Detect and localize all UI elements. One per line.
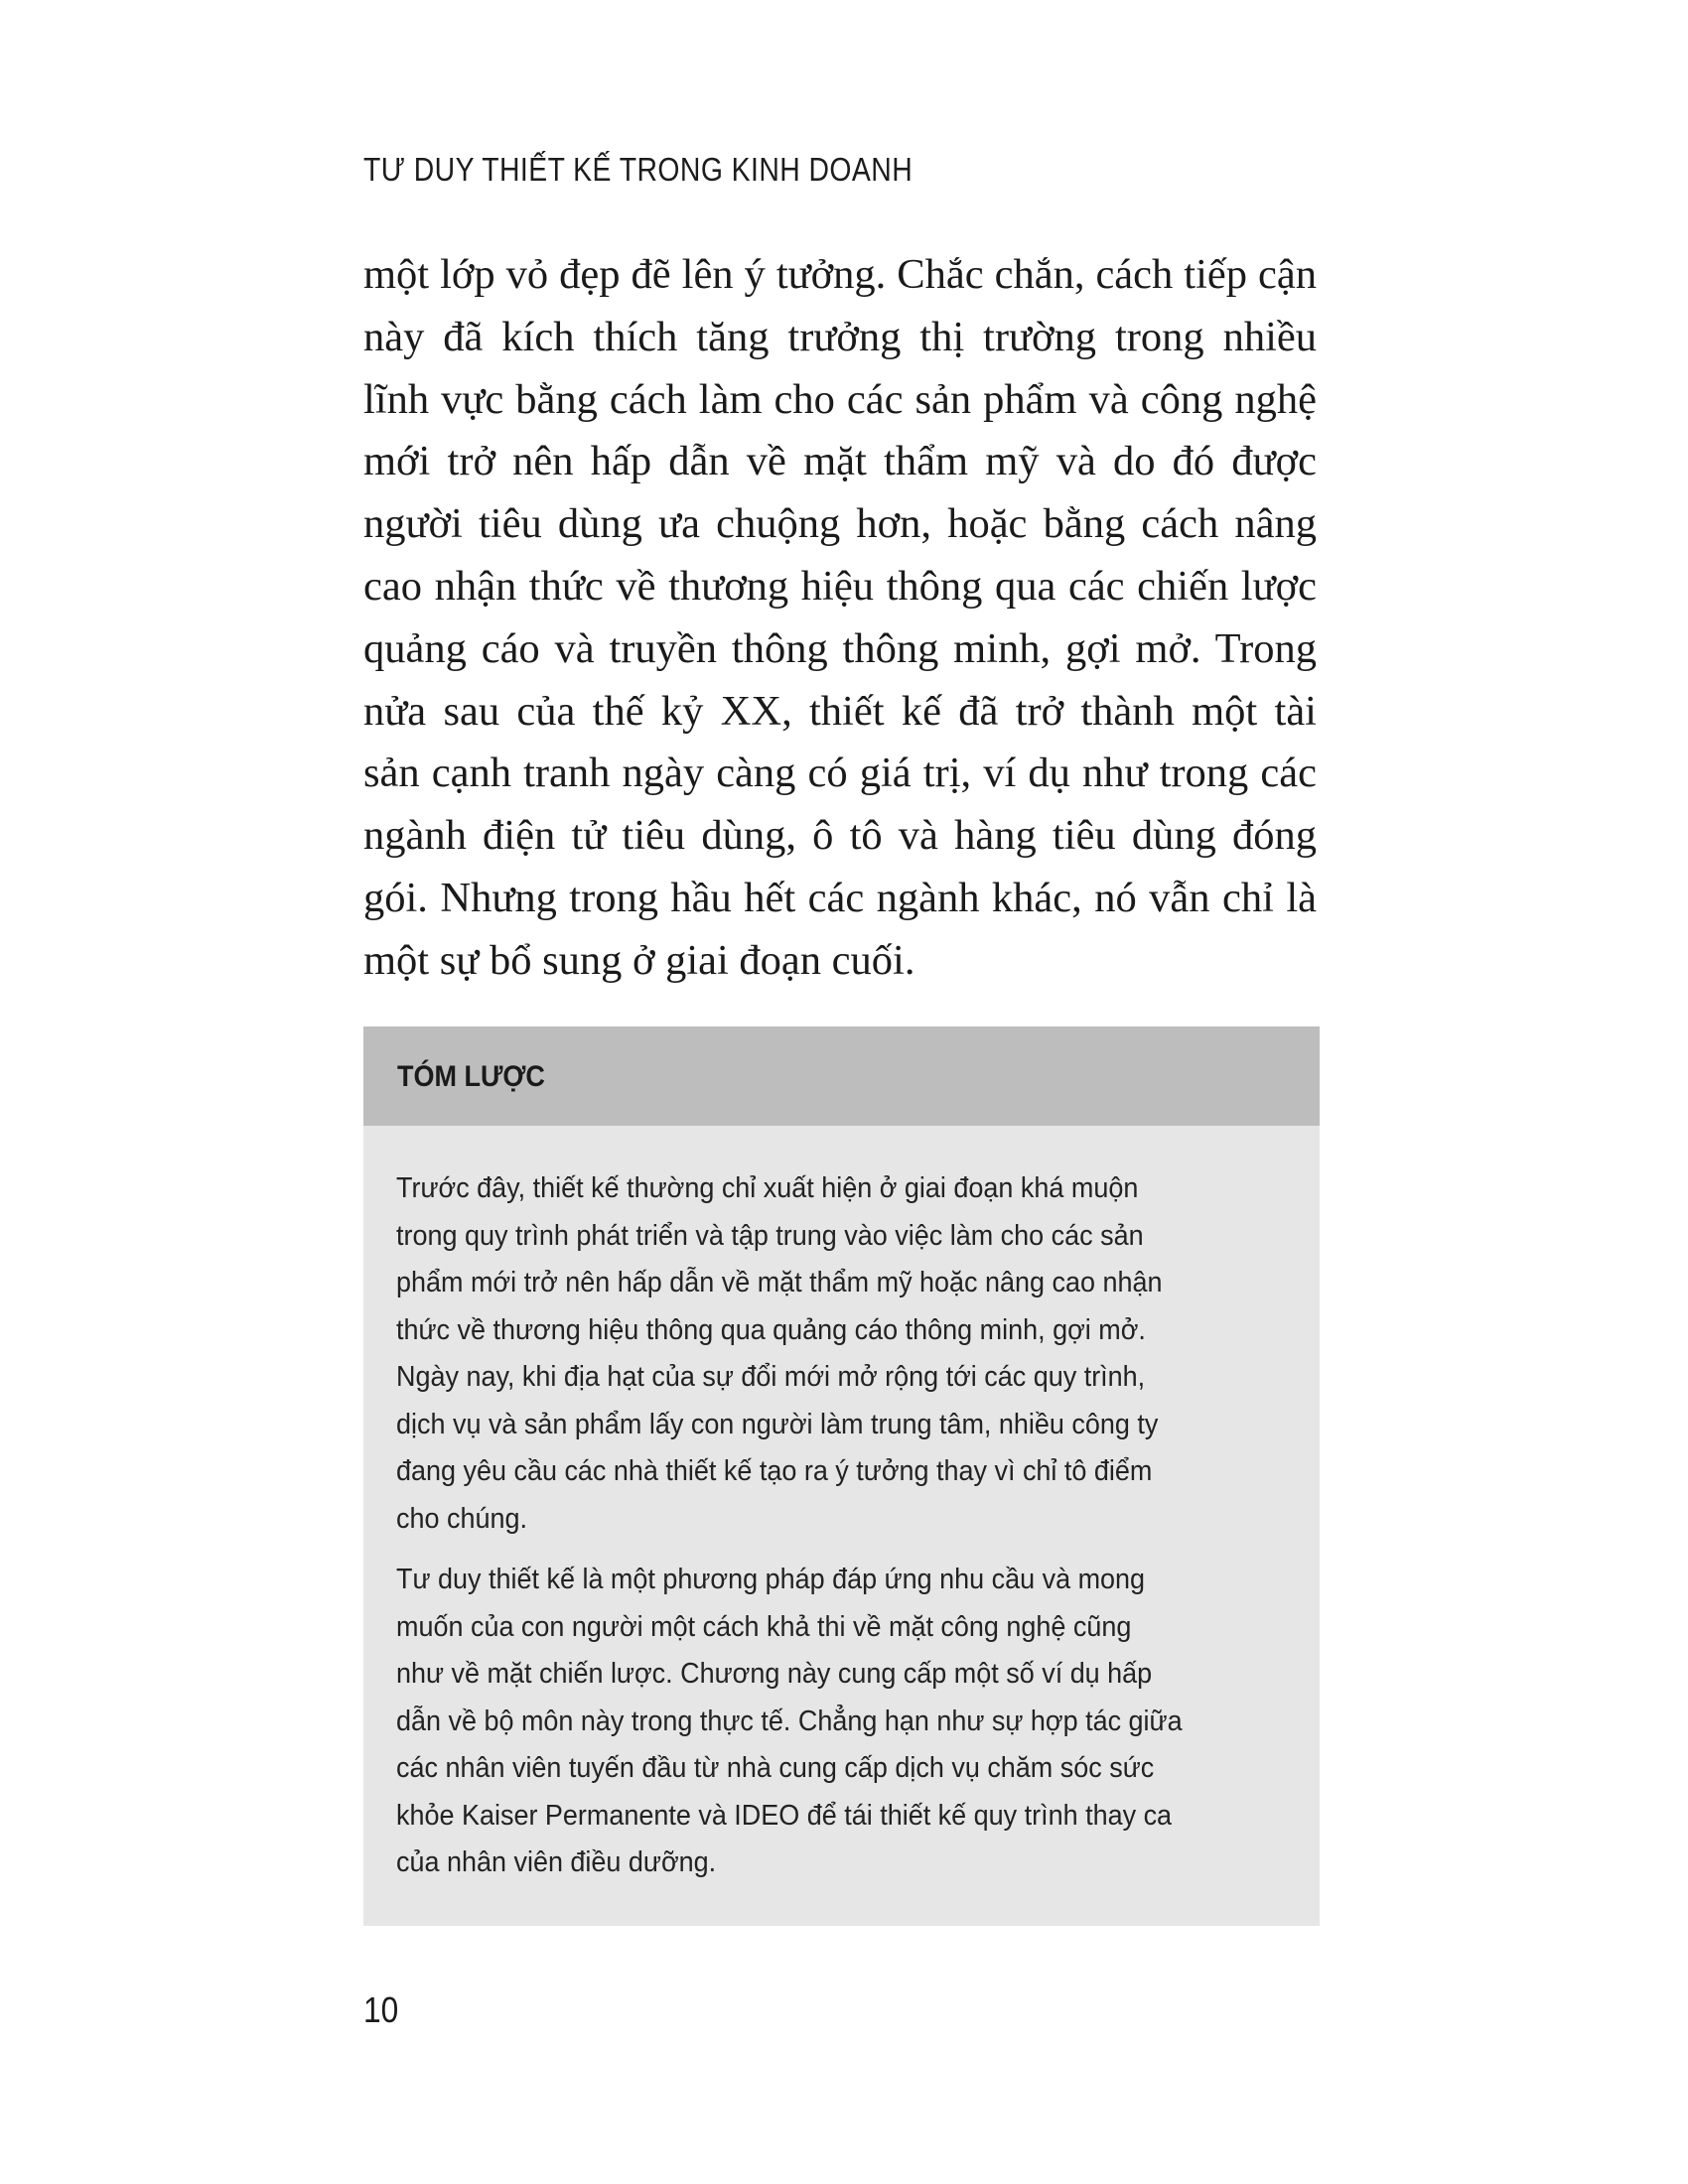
summary-line: như về mặt chiến lược. Chương này cung cấp một số ví dụ hấp — [396, 1658, 1153, 1690]
summary-title: TÓM LƯỢC — [397, 1060, 545, 1093]
body-line: gói. Nhưng trong hầu hết các ngành khác, nó vẫn chỉ là — [363, 874, 1317, 921]
summary-line: cho chúng. — [396, 1502, 527, 1535]
body-paragraph — [363, 244, 1317, 993]
summary-line: Trước đây, thiết kế thường chỉ xuất hiện ở giai đoạn khá muộn — [396, 1172, 1139, 1204]
summary-line: đang yêu cầu các nhà thiết kế tạo ra ý tưởng thay vì chỉ tô điểm — [396, 1455, 1153, 1487]
body-line: nửa sau của thế kỷ XX, thiết kế đã trở thành một tài — [363, 687, 1317, 735]
page-number: 10 — [363, 1989, 399, 2030]
body-line: này đã kích thích tăng trưởng thị trường trong nhiều — [363, 313, 1317, 360]
summary-line: dịch vụ và sản phẩm lấy con người làm trung tâm, nhiều công ty — [396, 1408, 1159, 1440]
summary-line: thức về thương hiệu thông qua quảng cáo thông minh, gợi mở. — [396, 1313, 1146, 1346]
body-line: quảng cáo và truyền thông thông minh, gợi mở. Trong — [363, 624, 1317, 672]
body-line: một sự bổ sung ở giai đoạn cuối. — [363, 936, 915, 984]
running-head: TƯ DUY THIẾT KẾ TRONG KINH DOANH — [363, 151, 914, 188]
body-line: lĩnh vực bằng cách làm cho các sản phẩm và công nghệ — [363, 375, 1317, 423]
summary-paragraph-1 — [396, 1165, 1290, 1543]
summary-line: Ngày nay, khi địa hạt của sự đổi mới mở rộng tới các quy trình, — [396, 1361, 1146, 1393]
summary-line: trong quy trình phát triển và tập trung vào việc làm cho các sản — [396, 1219, 1144, 1252]
summary-header — [363, 1026, 1320, 1126]
body-line: một lớp vỏ đẹp đẽ lên ý tưởng. Chắc chắn, cách tiếp cận — [363, 251, 1317, 298]
body-line: mới trở nên hấp dẫn về mặt thẩm mỹ và do đó được — [363, 438, 1317, 485]
body-line: người tiêu dùng ưa chuộng hơn, hoặc bằng cách nâng — [363, 500, 1317, 548]
body-line: sản cạnh tranh ngày càng có giá trị, ví dụ như trong các — [363, 750, 1317, 797]
summary-line: dẫn về bộ môn này trong thực tế. Chẳng hạn như sự hợp tác giữa — [396, 1705, 1183, 1737]
body-line: cao nhận thức về thương hiệu thông qua các chiến lược — [363, 562, 1317, 610]
summary-line: phẩm mới trở nên hấp dẫn về mặt thẩm mỹ hoặc nâng cao nhận — [396, 1267, 1163, 1298]
body-line: ngành điện tử tiêu dùng, ô tô và hàng tiêu dùng đóng — [363, 812, 1317, 860]
summary-line: các nhân viên tuyến đầu từ nhà cung cấp dịch vụ chăm sóc sức — [396, 1752, 1155, 1784]
summary-line: khỏe Kaiser Permanente và IDEO để tái thiết kế quy trình thay ca — [396, 1799, 1173, 1832]
summary-line: của nhân viên điều dưỡng. — [396, 1846, 717, 1878]
summary-paragraph-2 — [396, 1557, 1290, 1887]
summary-line: Tư duy thiết kế là một phương pháp đáp ứng nhu cầu và mong — [396, 1564, 1146, 1595]
summary-line: muốn của con người một cách khả thi về mặt công nghệ cũng — [396, 1610, 1132, 1643]
